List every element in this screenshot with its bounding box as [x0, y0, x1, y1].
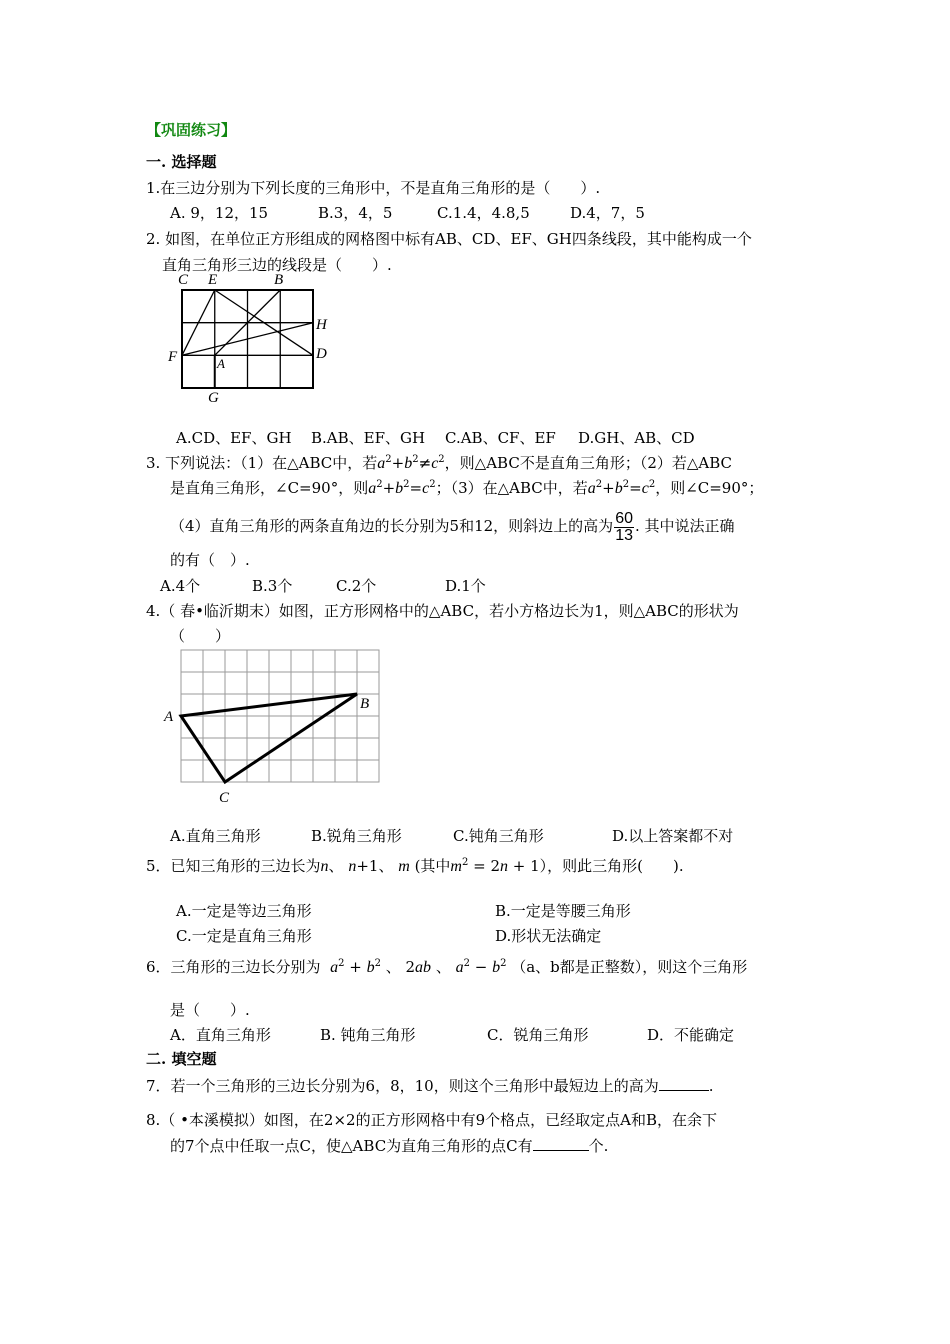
q3-line1: 3. 下列说法：（1）在△ABC中，若$a^2+b^2\ne c^2$，则△ABC不是直角三角形；（2）若△ABC — [146, 454, 733, 472]
q4-label-c: C — [219, 790, 230, 806]
q7-stem — [146, 1076, 714, 1096]
q6-stem-end: （a、b都是正整数），则这个三角形 — [511, 958, 748, 976]
q4-grid-figure — [160, 645, 385, 810]
q8-stem-line2 — [170, 1136, 608, 1156]
part1-title: 一. 选择题 — [146, 153, 217, 171]
q5-option-c: C.一定是直角三角形 — [176, 927, 312, 945]
q2-label-f: F — [168, 349, 178, 365]
q5-option-b: B.一定是等腰三角形 — [495, 902, 631, 920]
q6-option-c: C．锐角三角形 — [487, 1026, 589, 1044]
q3-line2-start: 是直角三角形，∠C=90°，则 — [170, 479, 369, 497]
q5-option-d: D.形状无法确定 — [495, 927, 602, 945]
q2-stem-line1: 2. 如图，在单位正方形组成的网格图中标有AB、CD、EF、GH四条线段，其中能构成一个 — [146, 230, 752, 248]
q2-grid-figure — [160, 268, 340, 408]
q2-stem-line2: 直角三角形三边的线段是（ ）. — [162, 256, 392, 274]
q4-stem-line2: （ ） — [170, 627, 231, 645]
q3-line4: 的有（ ）. — [170, 551, 250, 569]
q8-stem-line2-end: 个. — [588, 1137, 609, 1155]
q2-label-a: A — [217, 356, 225, 371]
q6-option-a: A．直角三角形 — [170, 1026, 271, 1044]
q5-stem: 5．已知三角形的三边长为n、 n+1、 m (其中$m^2 = 2n + 1$），则此三角形( ). — [146, 857, 684, 875]
q8-stem-line2-start: 的7个点中任取一点C，使△ABC为直角三角形的点C有 — [170, 1137, 533, 1155]
q2-label-c: C — [178, 272, 189, 288]
q6-option-d: D．不能确定 — [647, 1026, 735, 1044]
q3-line2: 是直角三角形，∠C=90°，则$a^2+b^2=c^2$；（3）在△ABC中，若$a^2+b^2=c^2$，则∠C=90°； — [170, 479, 764, 497]
q4-option-b: B.锐角三角形 — [311, 827, 402, 845]
q2-option-c: C.AB、CF、EF — [445, 429, 556, 447]
q3-line3 — [170, 506, 735, 546]
part2-title: 二. 填空题 — [146, 1050, 217, 1068]
q6-stem: 6．三角形的三边长分别为 $a^2 + b^2$ 、 2ab 、 $a^2 - b^2$ （a、b都是正整数），则这个三角形 — [146, 958, 748, 976]
q5-option-a: A.一定是等边三角形 — [176, 902, 312, 920]
q4-option-a: A.直角三角形 — [170, 827, 261, 845]
q4-label-a: A — [164, 709, 174, 725]
q2-label-e: E — [208, 272, 218, 288]
q3-option-a: A.4个 — [160, 577, 201, 595]
q3-option-c: C.2个 — [336, 577, 377, 595]
q1-stem: 1.在三边分别为下列长度的三角形中，不是直角三角形的是（ ）. — [146, 179, 601, 197]
q4-option-d: D.以上答案都不对 — [612, 827, 734, 845]
q2-option-d: D.GH、AB、CD — [578, 429, 695, 447]
q6-option-b: B. 钝角三角形 — [320, 1026, 416, 1044]
q6-stem-line2: 是（ ）. — [170, 1001, 250, 1019]
q2-option-a: A.CD、EF、GH — [176, 429, 292, 447]
q4-label-b: B — [360, 696, 370, 712]
q3-option-d: D.1个 — [445, 577, 486, 595]
q5-stem-end: ），则此三角形( ). — [539, 857, 684, 875]
q7-stem-text: 7．若一个三角形的三边长分别为6，8，10，则这个三角形中最短边上的高为 — [146, 1077, 659, 1095]
q4-option-c: C.钝角三角形 — [453, 827, 544, 845]
q3-fraction — [614, 511, 634, 544]
q6-stem-start: 6．三角形的三边长分别为 — [146, 958, 321, 976]
q3-line2-mid: ；（3）在△ABC中，若 — [435, 479, 588, 497]
q3-line3-start: （4）直角三角形的两条直角边的长分别为5和12，则斜边上的高为 — [170, 517, 614, 535]
q2-label-g: G — [208, 390, 219, 406]
q1-option-c: C.1.4，4.8,5 — [437, 204, 530, 222]
q2-label-h: H — [316, 317, 327, 333]
q2-option-b: B.AB、EF、GH — [311, 429, 426, 447]
q3-line2-end: ，则∠C=90°； — [655, 479, 764, 497]
q5-stem-start: 5．已知三角形的三边长为 — [146, 857, 321, 875]
q3-line1-end: ，则△ABC不是直角三角形；（2）若△ABC — [444, 454, 733, 472]
q8-answer-blank[interactable] — [533, 1136, 589, 1151]
q3-fraction-num: 60 — [615, 509, 633, 527]
q2-label-d: D — [316, 346, 327, 362]
q3-line1-start: 3. 下列说法：（1）在△ABC中，若 — [146, 454, 378, 472]
q3-line3-end: . 其中说法正确 — [634, 517, 735, 535]
q1-option-d: D.4，7，5 — [570, 204, 645, 222]
q1-option-a: A. 9，12，15 — [170, 204, 269, 222]
q7-answer-blank[interactable] — [659, 1076, 709, 1091]
q8-stem-line1: 8.（ •本溪模拟）如图，在2×2的正方形网格中有9个格点，已经取定点A和B，在余下 — [146, 1111, 717, 1129]
q1-option-b: B.3，4，5 — [318, 204, 393, 222]
q5-stem-mid: (其中 — [414, 857, 451, 875]
section-title: 【巩固练习】 — [146, 121, 237, 139]
q7-stem-end: . — [708, 1077, 714, 1095]
q2-label-b: B — [274, 272, 284, 288]
q4-stem-line1: 4.（ 春•临沂期末）如图，正方形网格中的△ABC，若小方格边长为1，则△ABC的形状为 — [146, 602, 739, 620]
q3-option-b: B.3个 — [252, 577, 293, 595]
q3-fraction-den: 13 — [615, 526, 633, 544]
